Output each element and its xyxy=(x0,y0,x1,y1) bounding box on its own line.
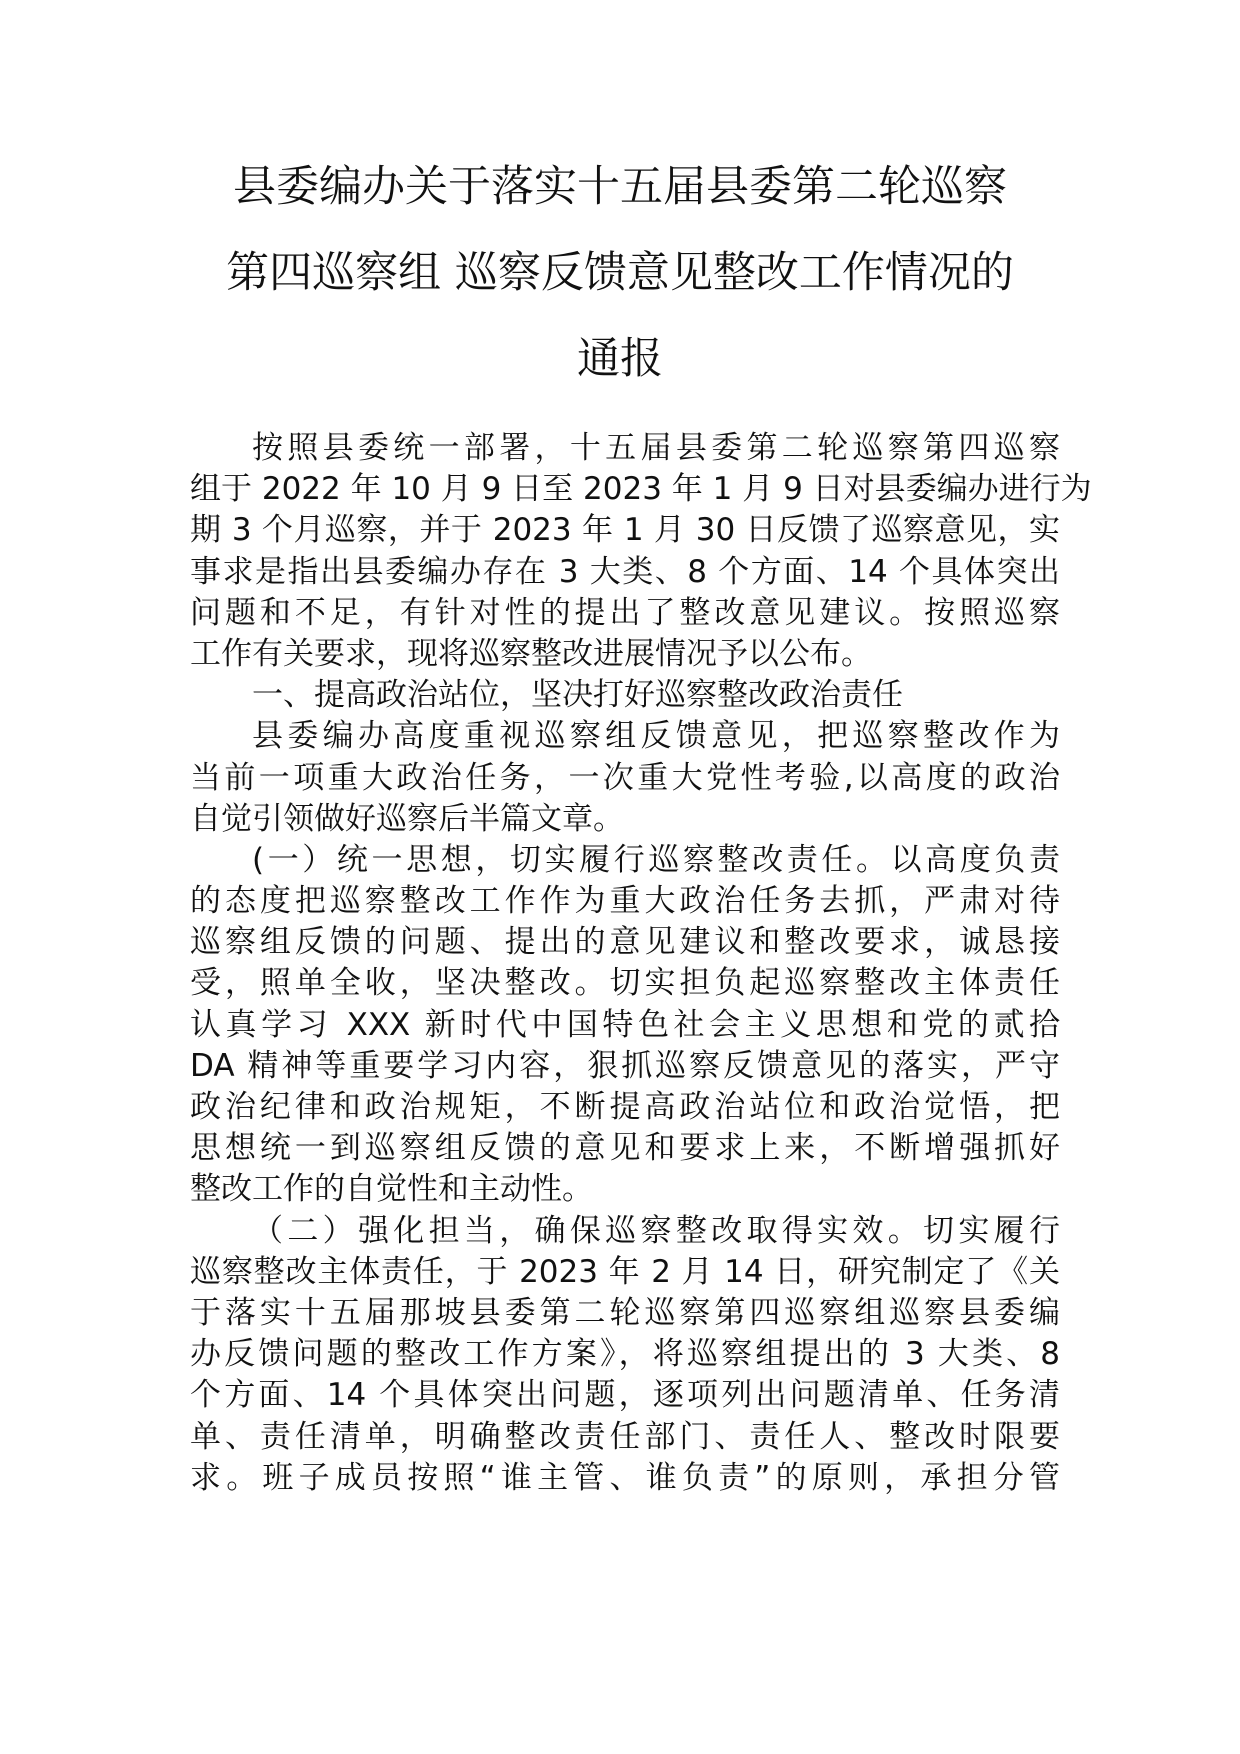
paragraph-3-line-3: 巡察组反馈的问题、提出的意见建议和整改要求，诚恳接 xyxy=(190,924,1060,961)
paragraph-4-line-3: 于落实十五届那坡县委第二轮巡察第四巡察组巡察县委编 xyxy=(190,1294,1060,1331)
paragraph-2-line-2: 当前一项重大政治任务，一次重大党性考验,以高度的政治 xyxy=(190,759,1060,796)
paragraph-4-line-7: 求。班子成员按照“谁主管、谁负责”的原则，承担分管 xyxy=(190,1459,1060,1496)
paragraph-2-line-3: 自觉引领做好巡察后半篇文章。 xyxy=(190,800,624,837)
paragraph-1-line-2: 组于 2022 年 10 月 9 日至 2023 年 1 月 9 日对县委编办进行为 xyxy=(190,471,1092,508)
paragraph-1-line-6: 工作有关要求，现将巡察整改进展情况予以公布。 xyxy=(190,635,872,672)
paragraph-3-line-6: DA 精神等重要学习内容，狠抓巡察反馈意见的落实，严守 xyxy=(190,1047,1060,1084)
paragraph-3-line-1: (一）统一思想，切实履行巡察整改责任。以高度负责 xyxy=(252,841,1060,878)
paragraph-2-line-1: 县委编办高度重视巡察组反馈意见，把巡察整改作为 xyxy=(252,718,1060,755)
paragraph-4-line-1: （二）强化担当，确保巡察整改取得实效。切实履行 xyxy=(252,1212,1060,1249)
title-line-3: 通报 xyxy=(577,334,663,384)
paragraph-3-line-4: 受，照单全收，坚决整改。切实担负起巡察整改主体责任 xyxy=(190,965,1060,1002)
paragraph-4-line-2: 巡察整改主体责任，于 2023 年 2 月 14 日，研究制定了《关 xyxy=(190,1253,1060,1290)
paragraph-4-line-5: 个方面、14 个具体突出问题，逐项列出问题清单、任务清 xyxy=(190,1377,1060,1414)
section-heading-1: 一、提高政治站位，坚决打好巡察整改政治责任 xyxy=(252,677,903,714)
title-line-1: 县委编办关于落实十五届县委第二轮巡察 xyxy=(233,162,1007,212)
paragraph-1-line-4: 事求是指出县委编办存在 3 大类、8 个方面、14 个具体突出 xyxy=(190,553,1060,590)
paragraph-1-line-1: 按照县委统一部署，十五届县委第二轮巡察第四巡察 xyxy=(252,430,1060,466)
paragraph-1-line-5: 问题和不足，有针对性的提出了整改意见建议。按照巡察 xyxy=(190,594,1060,631)
paragraph-3-line-5: 认真学习 XXX 新时代中国特色社会主义思想和党的贰拾 xyxy=(190,1006,1060,1043)
paragraph-1-line-3: 期 3 个月巡察，并于 2023 年 1 月 30 日反馈了巡察意见，实 xyxy=(190,512,1060,549)
paragraph-3-line-9: 整改工作的自觉性和主动性。 xyxy=(190,1171,593,1208)
paragraph-3-line-8: 思想统一到巡察组反馈的意见和要求上来，不断增强抓好 xyxy=(190,1130,1060,1167)
paragraph-3-line-7: 政治纪律和政治规矩，不断提高政治站位和政治觉悟，把 xyxy=(190,1089,1060,1125)
document-title xyxy=(150,162,1090,424)
document-body xyxy=(190,428,1092,1499)
paragraph-4-line-6: 单、责任清单，明确整改责任部门、责任人、整改时限要 xyxy=(190,1418,1060,1455)
paragraph-3-line-2: 的态度把巡察整改工作作为重大政治任务去抓，严肃对待 xyxy=(190,883,1060,920)
paragraph-4-line-4: 办反馈问题的整改工作方案》，将巡察组提出的 3 大类、8 xyxy=(190,1336,1060,1373)
title-line-2: 第四巡察组 巡察反馈意见整改工作情况的 xyxy=(226,248,1014,298)
